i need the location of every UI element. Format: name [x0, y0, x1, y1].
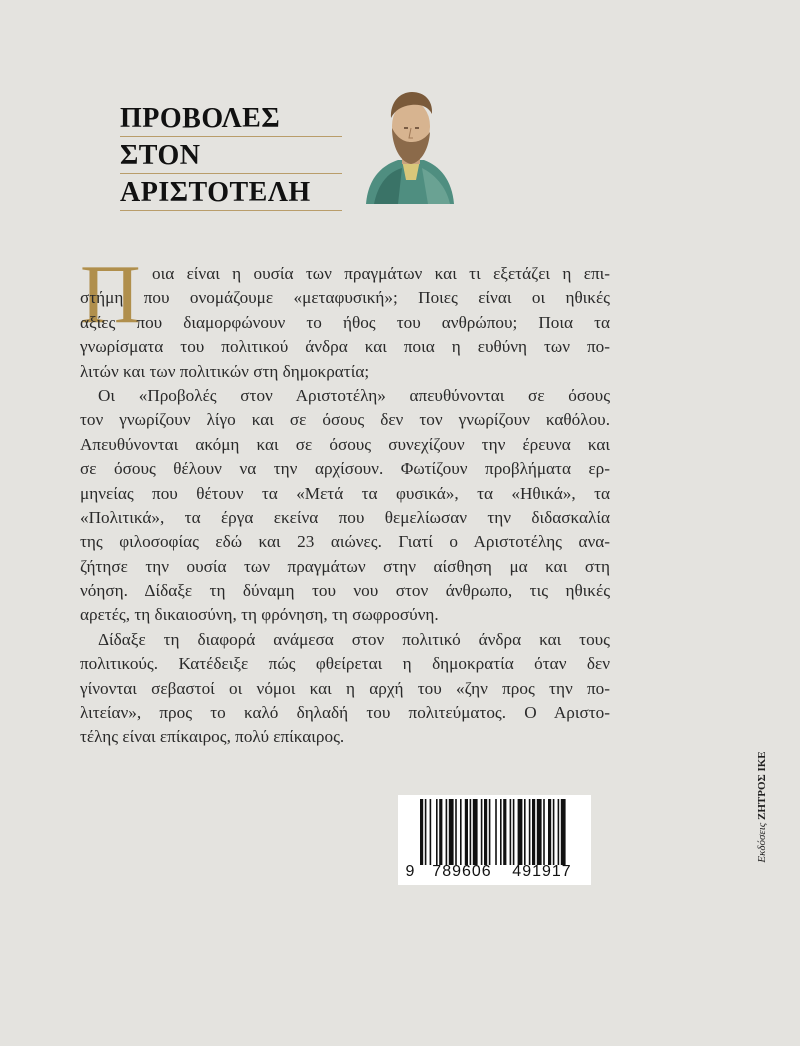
barcode-bar: [537, 799, 542, 865]
blurb-line-8: Απευθύνονται ακόμη και σε όσους συνεχίζουν την έρευνα και: [80, 434, 610, 454]
barcode-bar: [513, 799, 515, 865]
title-line-1: ΠΡΟΒΟΛΕΣ: [120, 100, 342, 137]
isbn-digits: [398, 863, 591, 883]
barcode-bar: [460, 799, 462, 865]
barcode-bar: [473, 799, 478, 865]
barcode-bar: [558, 799, 560, 865]
barcode-bar: [510, 799, 512, 865]
blurb-line-16: Δίδαξε τη διαφορά ανάμεσα στον πολιτικό άνδρα και τους: [98, 629, 610, 649]
aristotle-portrait: [364, 88, 456, 204]
blurb-line-14: νόηση. Δίδαξε τη δύναμη του νου στον άνθρωπο, τις ηθικές: [80, 581, 610, 601]
barcode-bar: [446, 799, 448, 865]
blurb-line-19: λιτείαν», προς το καλό δηλαδή του πολιτεύματος. Ο Αριστο-: [80, 703, 610, 723]
barcode-bar: [455, 799, 457, 865]
publisher-imprint: [752, 742, 772, 872]
blurb-line-5: λιτών και των πολιτικών στη δημοκρατία;: [80, 361, 370, 381]
title-line-2: ΣΤΟΝ: [120, 137, 342, 174]
barcode-bar: [420, 799, 423, 865]
isbn-left-group: 789606: [432, 863, 492, 880]
barcode-bar: [481, 799, 483, 865]
barcode-bar: [489, 799, 491, 865]
isbn-first-digit: 9: [405, 863, 415, 880]
barcode-bar: [548, 799, 551, 865]
isbn-barcode: [398, 795, 591, 885]
publisher-prefix: Εκδόσεις: [756, 822, 768, 863]
title-line-3: ΑΡΙΣΤΟΤΕΛΗ: [120, 174, 342, 211]
blurb-line-4: γνωρίσματα του πολιτικού άνδρα και ποια η ευθύνη των πο-: [80, 337, 610, 357]
book-title: [120, 100, 342, 211]
barcode-bar: [484, 799, 487, 865]
blurb-line-2: στήμη που ονομάζουμε «μεταφυσική»; Ποιες είναι οι ηθικές: [80, 288, 610, 308]
barcode-bar: [503, 799, 506, 865]
barcode-bar: [425, 799, 427, 865]
back-cover-blurb: [80, 262, 610, 750]
barcode-bar: [465, 799, 468, 865]
blurb-line-15: αρετές, τη δικαιοσύνη, τη φρόνηση, τη σωφροσύνη.: [80, 605, 439, 625]
barcode-bar: [449, 799, 454, 865]
barcode-bar: [524, 799, 526, 865]
blurb-line-17: πολιτικούς. Κατέδειξε πώς φθείρεται η δημοκρατία όταν δεν: [80, 654, 610, 674]
publisher-name: ΖΗΤΡΟΣ ΙΚΕ: [756, 751, 768, 820]
blurb-line-10: μηνείας που θέτουν τα «Μετά τα φυσικά», τα «Ηθικά», τα: [80, 483, 610, 503]
blurb-line-9: σε όσους θέλουν να την αρχίσουν. Φωτίζουν προβλήματα ερ-: [80, 459, 610, 479]
blurb-line-3: αξίες που διαμορφώνουν το ήθος του ανθρώπου; Ποια τα: [80, 312, 610, 332]
barcode-bar: [500, 799, 502, 865]
blurb-line-6: Οι «Προβολές στον Αριστοτέλη» απευθύνονται σε όσους: [98, 385, 610, 405]
drop-cap-letter: Π: [80, 248, 141, 341]
isbn-right-group: 491917: [512, 863, 572, 880]
barcode-bar: [561, 799, 566, 865]
blurb-line-12: της φιλοσοφίας εδώ και 23 αιώνες. Γιατί ο Αριστοτέλης ανα-: [80, 532, 610, 552]
blurb-line-13: ζήτησε την ουσία των πραγμάτων στην αίσθηση μα και στη: [80, 556, 610, 576]
barcode-bar: [430, 799, 432, 865]
barcode-bar: [529, 799, 531, 865]
barcode-bar: [470, 799, 472, 865]
blurb-line-1: οια είναι η ουσία των πραγμάτων και τι εξετάζει η επι-: [152, 264, 610, 283]
barcode-bar: [436, 799, 438, 865]
barcode-bar: [553, 799, 555, 865]
barcode-bar: [495, 799, 497, 865]
barcode-bar: [439, 799, 442, 865]
blurb-line-20: τέλης είναι επίκαιρος, πολύ επίκαιρος.: [80, 727, 345, 747]
blurb-line-11: «Πολιτικά», τα έργα εκείνα που θεμελίωσαν την διδασκαλία: [80, 507, 610, 527]
barcode-bar: [518, 799, 523, 865]
blurb-line-7: τον γνωρίζουν λίγο και σε όσους δεν τον γνωρίζουν καθόλου.: [80, 410, 610, 430]
blurb-line-18: γίνονται σεβαστοί οι νόμοι και η αρχή του «ζην προς την πο-: [80, 678, 610, 698]
barcode-bar: [543, 799, 545, 865]
barcode-bar: [532, 799, 535, 865]
barcode-bars: [398, 795, 591, 867]
